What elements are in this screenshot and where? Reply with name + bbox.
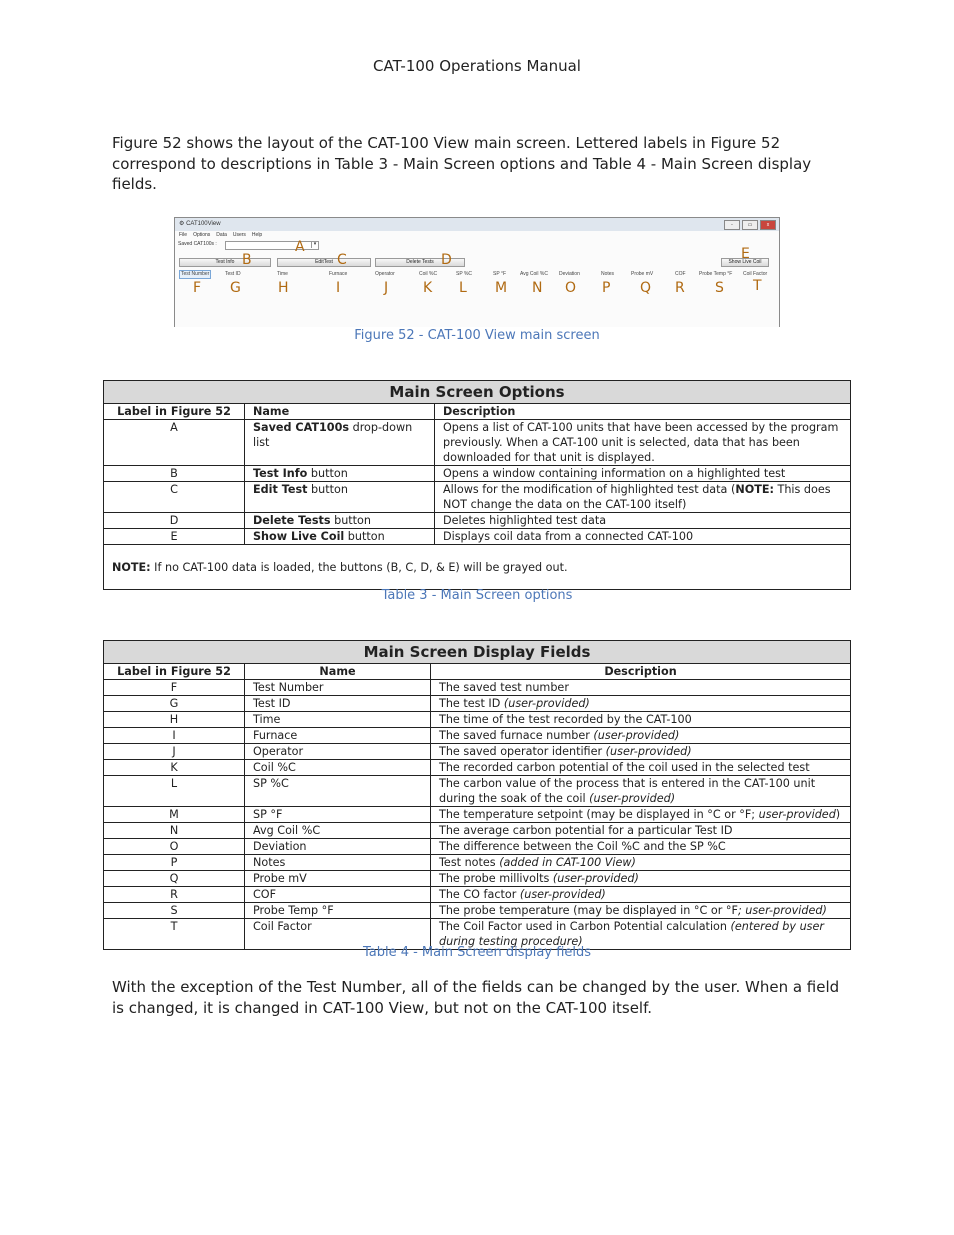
column-deviation[interactable]: Deviation [559,271,580,277]
menu-file[interactable]: File [179,232,188,238]
column-header: Label in Figure 52 [104,404,245,420]
desc-text: The probe millivolts [439,872,553,885]
desc-post: This does NOT change the data on the CAT-100 itself) [443,483,831,511]
column-header: Description [435,404,851,420]
label-r: R [675,280,685,296]
row-description [431,696,851,712]
label-o: O [565,280,577,296]
table-row [104,839,851,855]
desc-text: The time of the test recorded by the CAT-100 [439,713,692,726]
row-name: Furnace [245,728,431,744]
column-header: Name [245,404,435,420]
row-label: B [104,466,245,482]
show-live-coil-button[interactable]: Show Live Coil [721,258,769,267]
desc-italic: (user-provided) [589,792,676,805]
label-k: K [423,280,433,296]
column-test-id[interactable]: Test ID [225,271,241,277]
row-name-bold: Show Live Coil [253,530,345,543]
column-sp-f[interactable]: SP °F [493,271,507,277]
menu-data[interactable]: Data [216,232,227,238]
row-name: Time [245,712,431,728]
table-row [104,871,851,887]
row-name: Test Number [245,680,431,696]
row-label: O [104,839,245,855]
row-name: COF [245,887,431,903]
row-description [431,871,851,887]
table-row [104,529,851,545]
row-name [245,513,435,529]
close-icon[interactable]: x [760,220,776,230]
saved-row [175,239,779,249]
table-header-row [104,664,851,680]
row-description [431,760,851,776]
menu-help[interactable]: Help [251,232,263,238]
delete-tests-button[interactable]: Delete Tests [375,258,465,267]
label-s: S [715,280,724,296]
desc-text: The probe temperature (may be displayed in °C or °F [439,904,738,917]
desc-italic: (user-provided) [552,872,639,885]
desc-text: The CO factor [439,888,520,901]
label-i: I [336,280,341,296]
row-name-bold: Delete Tests [253,514,331,527]
column-header: Description [431,664,851,680]
column-notes[interactable]: Notes [601,271,615,277]
row-description: Displays coil data from a connected CAT-100 [435,529,851,545]
table-row [104,903,851,919]
row-label: I [104,728,245,744]
desc-text: The difference between the Coil %C and the SP %C [439,840,726,853]
label-g: G [230,280,241,296]
table-row [104,760,851,776]
row-label: C [104,482,245,513]
row-description: Opens a list of CAT-100 units that have been accessed by the program previously. When a CAT-100 unit is selected, data that has been downloaded for that unit is displayed. [435,420,851,466]
column-time[interactable]: Time [277,271,288,277]
label-l: L [459,280,467,296]
desc-note: NOTE: [735,483,774,496]
row-name [245,466,435,482]
row-label: F [104,680,245,696]
menu-options[interactable]: Options [193,232,211,238]
edit-test-button[interactable]: EditTest [277,258,371,267]
label-f: F [193,280,202,296]
label-n: N [532,280,543,296]
label-h: H [278,280,289,296]
label-t: T [753,278,762,294]
page-header: CAT-100 Operations Manual [373,57,581,75]
label-q: Q [640,280,652,296]
table-row [104,728,851,744]
desc-italic: ; user-provided) [737,904,827,917]
desc-text: The temperature setpoint (may be displayed in °C or °F; [439,808,759,821]
column-coil-c[interactable]: Coil %C [419,271,438,277]
desc-tail: ) [835,808,841,821]
table-row [104,776,851,807]
main-screen-display-fields-table [103,640,851,950]
row-name: SP %C [245,776,431,807]
row-name-rest: button [307,467,348,480]
row-name: Probe mV [245,871,431,887]
minimize-icon[interactable]: - [724,220,740,230]
column-coil-factor[interactable]: Coil Factor [743,271,768,277]
row-name-rest: drop-down list [253,421,413,449]
note-label: NOTE: [112,560,151,574]
desc-text: The average carbon potential for a particular Test ID [439,824,733,837]
label-b: B [242,252,252,268]
row-description [431,823,851,839]
desc-italic: (added in CAT-100 View) [499,856,636,869]
maximize-icon[interactable]: ▭ [742,220,758,230]
row-description [431,887,851,903]
figure-screenshot [174,217,780,327]
table-row [104,466,851,482]
desc-pre: Allows for the modification of highlighted test data ( [443,483,736,496]
desc-text: The saved test number [439,681,569,694]
row-name-bold: Test Info [253,467,308,480]
row-name-rest: button [330,514,371,527]
table-header-row [104,404,851,420]
row-name-bold: Edit Test [253,483,308,496]
row-description: Opens a window containing information on a highlighted test [435,466,851,482]
table-row [104,744,851,760]
desc-text: The recorded carbon potential of the coil used in the selected test [439,761,810,774]
label-c: C [337,252,347,268]
column-avg-coil-c[interactable]: Avg Coil %C [520,271,548,277]
table4-caption: Table 4 - Main Screen display fields [362,945,592,960]
column-header: Name [245,664,431,680]
row-name: Coil Factor [245,919,431,950]
table-title: Main Screen Options [104,381,851,404]
column-header: Label in Figure 52 [104,664,245,680]
row-description: Deletes highlighted test data [435,513,851,529]
app-titlebar [175,218,779,231]
table-title: Main Screen Display Fields [104,641,851,664]
row-name [245,420,435,466]
saved-cat100s-label: Saved CAT100s : [178,241,217,247]
chevron-down-icon[interactable]: ▾ [311,241,318,248]
desc-italic: (user-provided) [593,729,680,742]
table-row [104,513,851,529]
desc-text: The saved furnace number [439,729,594,742]
table-note-row [104,545,851,590]
row-label: T [104,919,245,950]
table-note [104,545,851,590]
row-label: Q [104,871,245,887]
desc-text: The Coil Factor used in Carbon Potential calculation [439,920,731,933]
table3-caption: Table 3 - Main Screen options [381,588,573,603]
row-name: Deviation [245,839,431,855]
column-test-number[interactable]: Test Number [181,271,210,277]
label-m: M [495,280,508,296]
row-label: E [104,529,245,545]
row-description [435,482,851,513]
desc-text: The saved operator identifier [439,745,606,758]
column-sp-c[interactable]: SP %C [456,271,473,277]
column-probe-temp-f[interactable]: Probe Temp °F [699,271,733,277]
row-name: Coil %C [245,760,431,776]
row-label: S [104,903,245,919]
label-d: D [441,252,452,268]
app-menubar [175,231,779,239]
row-name [245,482,435,513]
row-name: Notes [245,855,431,871]
closing-paragraph: With the exception of the Test Number, all of the fields can be changed by the user. When a field is changed, it is changed in CAT-100 View, but not on the CAT-100 itself. [112,978,840,1017]
desc-italic: user-provided [758,808,836,821]
table-row [104,855,851,871]
table-row [104,420,851,466]
row-name: SP °F [245,807,431,823]
row-name: Operator [245,744,431,760]
row-description [431,728,851,744]
desc-italic: (entered by user during testing procedure) [439,920,824,948]
column-probe-mv[interactable]: Probe mV [631,271,654,277]
display-rows [104,680,851,950]
column-cof[interactable]: COF [675,271,686,277]
app-window-title: CAT100View [186,221,221,227]
row-label: L [104,776,245,807]
intro-paragraph: Figure 52 shows the layout of the CAT-100 View main screen. Lettered labels in Figure 52 correspond to descriptions in Table 3 - Main Screen options and Table 4 - Main Screen display fields. [112,134,812,193]
row-name-rest: button [307,483,348,496]
row-description [431,712,851,728]
test-info-button[interactable]: Test Info [179,258,271,267]
app-icon: ⚙ [179,221,185,227]
row-name-bold: Saved CAT100s [253,421,350,434]
note-text: If no CAT-100 data is loaded, the buttons (B, C, D, & E) will be grayed out. [150,560,568,574]
label-j: J [384,280,389,296]
table-row [104,887,851,903]
row-label: K [104,760,245,776]
table-row [104,807,851,823]
row-description [431,744,851,760]
row-name: Test ID [245,696,431,712]
label-p: P [602,280,611,296]
row-description [431,807,851,823]
row-label: A [104,420,245,466]
table-row [104,680,851,696]
row-label: J [104,744,245,760]
row-label: R [104,887,245,903]
row-label: H [104,712,245,728]
label-e: E [741,246,750,262]
row-description [431,903,851,919]
table-row [104,823,851,839]
row-description [431,839,851,855]
desc-italic: (user-provided) [519,888,606,901]
column-operator[interactable]: Operator [375,271,395,277]
table-row [104,696,851,712]
row-label: M [104,807,245,823]
desc-text: The carbon value of the process that is entered in the CAT-100 unit during the soak of the coil [439,777,816,805]
desc-italic: (user-provided) [605,745,692,758]
row-name-rest: button [344,530,385,543]
table-row [104,712,851,728]
main-screen-options-table [103,380,851,590]
row-label: N [104,823,245,839]
row-label: P [104,855,245,871]
row-description [431,680,851,696]
desc-text: Test notes [439,856,500,869]
row-label: G [104,696,245,712]
desc-italic: (user-provided) [503,697,590,710]
desc-text: The test ID [439,697,504,710]
grid-column-headers [179,270,775,279]
row-description [431,855,851,871]
row-name: Probe Temp °F [245,903,431,919]
row-name [245,529,435,545]
column-furnace[interactable]: Furnace [329,271,348,277]
row-description [431,776,851,807]
row-label: D [104,513,245,529]
menu-users[interactable]: Users [232,232,246,238]
label-a: A [295,239,305,255]
row-name: Avg Coil %C [245,823,431,839]
table-row [104,482,851,513]
figure-caption: Figure 52 - CAT-100 View main screen [354,328,600,343]
